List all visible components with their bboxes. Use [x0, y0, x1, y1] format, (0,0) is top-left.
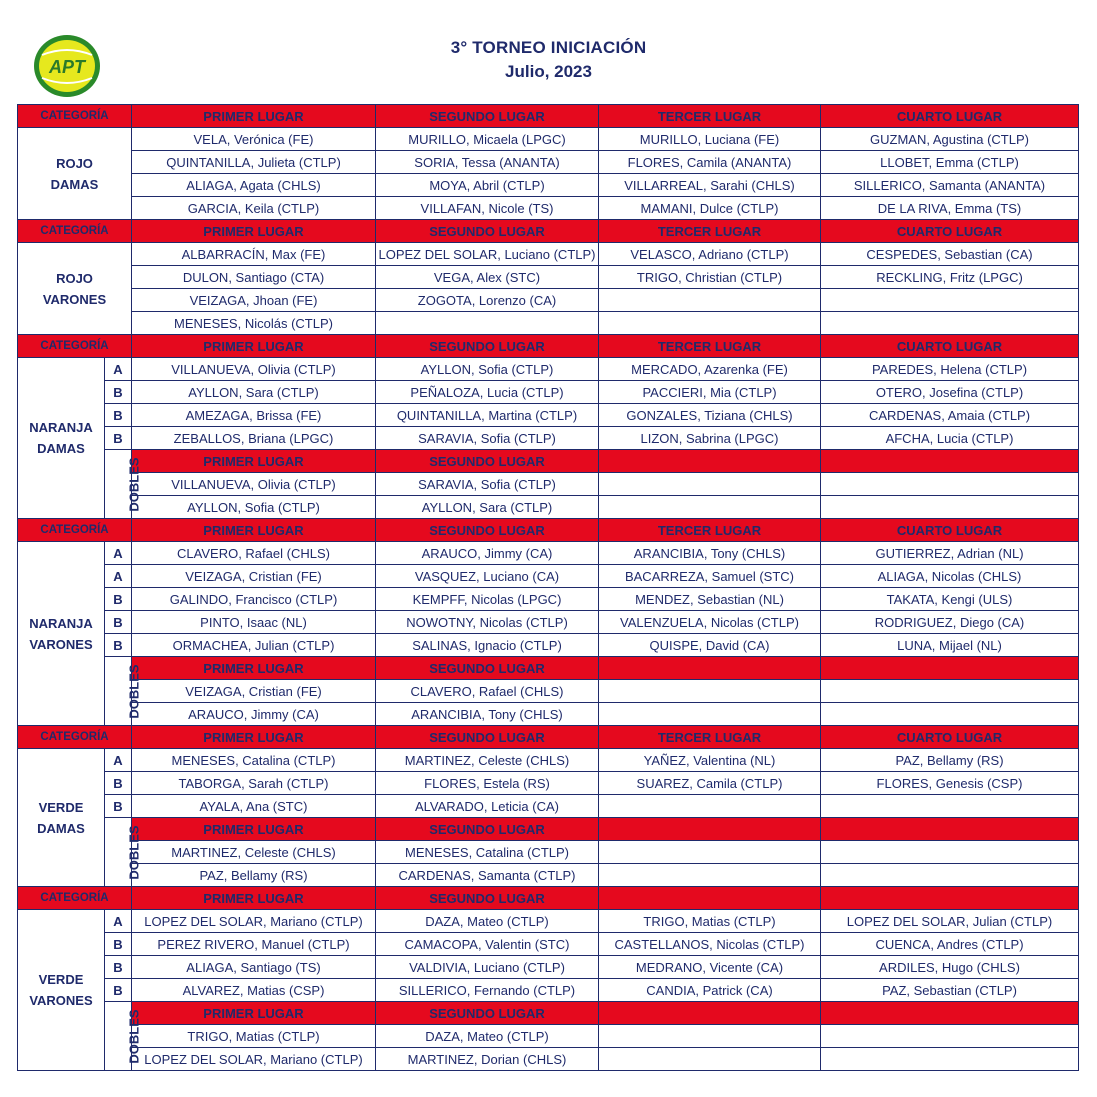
player-cell-p3: CASTELLANOS, Nicolas (CTLP) [599, 933, 821, 956]
empty-cell [599, 841, 821, 864]
dobles-label [105, 818, 142, 887]
player-cell-p4: GUZMAN, Agustina (CTLP) [821, 128, 1079, 151]
doubles-header-row [18, 450, 1079, 473]
logo-text: APT [49, 57, 85, 77]
empty-cell [821, 841, 1079, 864]
player-cell-p1: TABORGA, Sarah (CTLP) [132, 772, 376, 795]
segundo-lugar-header: SEGUNDO LUGAR [376, 450, 599, 473]
player-cell-p4: ALIAGA, Nicolas (CHLS) [821, 565, 1079, 588]
player-cell-p3: MENDEZ, Sebastian (NL) [599, 588, 821, 611]
level-cell: A [105, 749, 132, 772]
empty-cell [821, 496, 1079, 519]
empty-cell [599, 1025, 821, 1048]
empty-header [599, 1002, 821, 1025]
segundo-lugar-header: SEGUNDO LUGAR [376, 1002, 599, 1025]
player-cell-p2: MARTINEZ, Dorian (CHLS) [376, 1048, 599, 1071]
player-cell-p1: GARCIA, Keila (CTLP) [132, 197, 376, 220]
cuarto-lugar-header: CUARTO LUGAR [821, 105, 1079, 128]
player-cell-p2: ARANCIBIA, Tony (CHLS) [376, 703, 599, 726]
section-header-row [18, 220, 1079, 243]
player-cell-p2: FLORES, Estela (RS) [376, 772, 599, 795]
doubles-header-row [18, 657, 1079, 680]
player-cell-p1: ORMACHEA, Julian (CTLP) [132, 634, 376, 657]
primer-lugar-header: PRIMER LUGAR [132, 818, 376, 841]
empty-cell [821, 1048, 1079, 1071]
table-row [18, 381, 1079, 404]
player-cell-p2: KEMPFF, Nicolas (LPGC) [376, 588, 599, 611]
segundo-lugar-header: SEGUNDO LUGAR [376, 105, 599, 128]
empty-cell [821, 1025, 1079, 1048]
categoria-header: CATEGORÍA [18, 726, 132, 749]
segundo-lugar-header: SEGUNDO LUGAR [376, 657, 599, 680]
table-row [18, 266, 1079, 289]
player-cell-p4: PAREDES, Helena (CTLP) [821, 358, 1079, 381]
section-header-row [18, 105, 1079, 128]
player-cell-p4: ARDILES, Hugo (CHLS) [821, 956, 1079, 979]
player-cell-p3: VELASCO, Adriano (CTLP) [599, 243, 821, 266]
player-cell-p4: OTERO, Josefina (CTLP) [821, 381, 1079, 404]
dobles-label [105, 450, 142, 519]
primer-lugar-header: PRIMER LUGAR [132, 335, 376, 358]
segundo-lugar-header: SEGUNDO LUGAR [376, 519, 599, 542]
level-cell: B [105, 427, 132, 450]
level-cell: B [105, 588, 132, 611]
player-cell-p2: ARAUCO, Jimmy (CA) [376, 542, 599, 565]
player-cell-p3: BACARREZA, Samuel (STC) [599, 565, 821, 588]
page-subtitle: Julio, 2023 [505, 62, 592, 81]
dobles-text: DOBLES [126, 456, 142, 512]
empty-header [821, 887, 1079, 910]
empty-cell [599, 680, 821, 703]
player-cell-p2: MENESES, Catalina (CTLP) [376, 841, 599, 864]
categoria-header: CATEGORÍA [18, 335, 132, 358]
categoria-header: CATEGORÍA [18, 105, 132, 128]
player-cell-p3: PACCIERI, Mia (CTLP) [599, 381, 821, 404]
level-cell: B [105, 381, 132, 404]
player-cell-p4: SILLERICO, Samanta (ANANTA) [821, 174, 1079, 197]
player-cell-p1: AMEZAGA, Brissa (FE) [132, 404, 376, 427]
empty-cell [821, 680, 1079, 703]
player-cell-p3 [599, 312, 821, 335]
player-cell-p3 [599, 289, 821, 312]
player-cell-p1: PAZ, Bellamy (RS) [132, 864, 376, 887]
player-cell-p1: PEREZ RIVERO, Manuel (CTLP) [132, 933, 376, 956]
empty-header [599, 657, 821, 680]
player-cell-p2: LOPEZ DEL SOLAR, Luciano (CTLP) [376, 243, 599, 266]
player-cell-p1: VEIZAGA, Cristian (FE) [132, 565, 376, 588]
primer-lugar-header: PRIMER LUGAR [132, 105, 376, 128]
dobles-text: DOBLES [126, 824, 142, 880]
tercer-lugar-header: TERCER LUGAR [599, 335, 821, 358]
player-cell-p4: AFCHA, Lucia (CTLP) [821, 427, 1079, 450]
player-cell-p2: VEGA, Alex (STC) [376, 266, 599, 289]
segundo-lugar-header: SEGUNDO LUGAR [376, 887, 599, 910]
empty-header [821, 818, 1079, 841]
player-cell-p1: AYLLON, Sara (CTLP) [132, 381, 376, 404]
player-cell-p4: LLOBET, Emma (CTLP) [821, 151, 1079, 174]
category-name: ROJO DAMAS [18, 128, 132, 220]
player-cell-p3: CANDIA, Patrick (CA) [599, 979, 821, 1002]
table-row [18, 795, 1079, 818]
player-cell-p1: QUINTANILLA, Julieta (CTLP) [132, 151, 376, 174]
player-cell-p1: ALBARRACÍN, Max (FE) [132, 243, 376, 266]
table-row [18, 565, 1079, 588]
primer-lugar-header: PRIMER LUGAR [132, 1002, 376, 1025]
player-cell-p1: PINTO, Isaac (NL) [132, 611, 376, 634]
categoria-header: CATEGORÍA [18, 519, 132, 542]
player-cell-p3: SUAREZ, Camila (CTLP) [599, 772, 821, 795]
cuarto-lugar-header: CUARTO LUGAR [821, 335, 1079, 358]
player-cell-p1: VELA, Verónica (FE) [132, 128, 376, 151]
player-cell-p4: GUTIERREZ, Adrian (NL) [821, 542, 1079, 565]
player-cell-p1: MENESES, Nicolás (CTLP) [132, 312, 376, 335]
player-cell-p3: ARANCIBIA, Tony (CHLS) [599, 542, 821, 565]
table-row [18, 634, 1079, 657]
player-cell-p2: SALINAS, Ignacio (CTLP) [376, 634, 599, 657]
player-cell-p2: AYLLON, Sofia (CTLP) [376, 358, 599, 381]
category-name: VERDE DAMAS [18, 749, 105, 887]
level-cell: B [105, 634, 132, 657]
player-cell-p2: SARAVIA, Sofia (CTLP) [376, 473, 599, 496]
table-row [18, 197, 1079, 220]
table-row [18, 243, 1079, 266]
table-row [18, 174, 1079, 197]
primer-lugar-header: PRIMER LUGAR [132, 726, 376, 749]
level-cell: B [105, 979, 132, 1002]
table-row [18, 128, 1079, 151]
player-cell-p4: LUNA, Mijael (NL) [821, 634, 1079, 657]
empty-header [599, 818, 821, 841]
table-row [18, 910, 1079, 933]
player-cell-p2: NOWOTNY, Nicolas (CTLP) [376, 611, 599, 634]
table-row [18, 358, 1079, 381]
level-cell: B [105, 795, 132, 818]
player-cell-p2: VALDIVIA, Luciano (CTLP) [376, 956, 599, 979]
player-cell-p4: CESPEDES, Sebastian (CA) [821, 243, 1079, 266]
category-name: NARANJA DAMAS [18, 358, 105, 519]
segundo-lugar-header: SEGUNDO LUGAR [376, 726, 599, 749]
table-row [18, 496, 1079, 519]
player-cell-p4: PAZ, Sebastian (CTLP) [821, 979, 1079, 1002]
table-row [18, 289, 1079, 312]
player-cell-p2: SILLERICO, Fernando (CTLP) [376, 979, 599, 1002]
player-cell-p4: CARDENAS, Amaia (CTLP) [821, 404, 1079, 427]
player-cell-p4: TAKATA, Kengi (ULS) [821, 588, 1079, 611]
level-cell: B [105, 956, 132, 979]
player-cell-p3: VALENZUELA, Nicolas (CTLP) [599, 611, 821, 634]
dobles-label [105, 1002, 142, 1071]
player-cell-p3: QUISPE, David (CA) [599, 634, 821, 657]
player-cell-p1: ALIAGA, Agata (CHLS) [132, 174, 376, 197]
level-cell: B [105, 933, 132, 956]
level-cell: A [105, 565, 132, 588]
player-cell-p2: PEÑALOZA, Lucia (CTLP) [376, 381, 599, 404]
player-cell-p2: DAZA, Mateo (CTLP) [376, 1025, 599, 1048]
primer-lugar-header: PRIMER LUGAR [132, 657, 376, 680]
player-cell-p4: RECKLING, Fritz (LPGC) [821, 266, 1079, 289]
player-cell-p2: CAMACOPA, Valentin (STC) [376, 933, 599, 956]
table-row [18, 703, 1079, 726]
player-cell-p1: DULON, Santiago (CTA) [132, 266, 376, 289]
table-row [18, 427, 1079, 450]
dobles-text: DOBLES [126, 1008, 142, 1064]
table-row [18, 841, 1079, 864]
player-cell-p3: MURILLO, Luciana (FE) [599, 128, 821, 151]
player-cell-p3: MEDRANO, Vicente (CA) [599, 956, 821, 979]
player-cell-p1: ALIAGA, Santiago (TS) [132, 956, 376, 979]
table-row [18, 1048, 1079, 1071]
page-title: 3° TORNEO INICIACIÓN [450, 38, 647, 57]
player-cell-p2: VASQUEZ, Luciano (CA) [376, 565, 599, 588]
player-cell-p1: ALVAREZ, Matias (CSP) [132, 979, 376, 1002]
level-cell: A [105, 542, 132, 565]
player-cell-p3: TRIGO, Christian (CTLP) [599, 266, 821, 289]
player-cell-p2: ZOGOTA, Lorenzo (CA) [376, 289, 599, 312]
table-row [18, 611, 1079, 634]
category-name: VERDE VARONES [18, 910, 105, 1071]
section-header-row [18, 726, 1079, 749]
player-cell-p2: CLAVERO, Rafael (CHLS) [376, 680, 599, 703]
table-row [18, 1025, 1079, 1048]
table-row [18, 864, 1079, 887]
player-cell-p2: CARDENAS, Samanta (CTLP) [376, 864, 599, 887]
section-header-row [18, 519, 1079, 542]
player-cell-p2: MOYA, Abril (CTLP) [376, 174, 599, 197]
segundo-lugar-header: SEGUNDO LUGAR [376, 335, 599, 358]
table-row [18, 312, 1079, 335]
cuarto-lugar-header: CUARTO LUGAR [821, 220, 1079, 243]
player-cell-p1: VEIZAGA, Jhoan (FE) [132, 289, 376, 312]
level-cell: A [105, 910, 132, 933]
empty-header [821, 1002, 1079, 1025]
player-cell-p3: YAÑEZ, Valentina (NL) [599, 749, 821, 772]
player-cell-p1: CLAVERO, Rafael (CHLS) [132, 542, 376, 565]
empty-cell [599, 864, 821, 887]
empty-cell [599, 496, 821, 519]
player-cell-p2: MURILLO, Micaela (LPGC) [376, 128, 599, 151]
dobles-label [105, 657, 142, 726]
player-cell-p2: SARAVIA, Sofia (CTLP) [376, 427, 599, 450]
empty-cell [599, 1048, 821, 1071]
table-row [18, 933, 1079, 956]
player-cell-p2 [376, 312, 599, 335]
player-cell-p2: ALVARADO, Leticia (CA) [376, 795, 599, 818]
table-row [18, 542, 1079, 565]
table-row [18, 680, 1079, 703]
category-name: NARANJA VARONES [18, 542, 105, 726]
player-cell-p3: GONZALES, Tiziana (CHLS) [599, 404, 821, 427]
table-row [18, 473, 1079, 496]
player-cell-p4: CUENCA, Andres (CTLP) [821, 933, 1079, 956]
empty-cell [599, 703, 821, 726]
player-cell-p1: VILLANUEVA, Olivia (CTLP) [132, 358, 376, 381]
tercer-lugar-header: TERCER LUGAR [599, 726, 821, 749]
player-cell-p3: MAMANI, Dulce (CTLP) [599, 197, 821, 220]
player-cell-p4: LOPEZ DEL SOLAR, Julian (CTLP) [821, 910, 1079, 933]
player-cell-p2: MARTINEZ, Celeste (CHLS) [376, 749, 599, 772]
empty-cell [599, 473, 821, 496]
player-cell-p3: LIZON, Sabrina (LPGC) [599, 427, 821, 450]
primer-lugar-header: PRIMER LUGAR [132, 450, 376, 473]
results-table [17, 104, 1079, 1071]
level-cell: B [105, 772, 132, 795]
empty-header [821, 450, 1079, 473]
categoria-header: CATEGORÍA [18, 220, 132, 243]
player-cell-p4: PAZ, Bellamy (RS) [821, 749, 1079, 772]
player-cell-p2: DAZA, Mateo (CTLP) [376, 910, 599, 933]
category-name: ROJO VARONES [18, 243, 132, 335]
cuarto-lugar-header: CUARTO LUGAR [821, 726, 1079, 749]
table-row [18, 588, 1079, 611]
table-row [18, 956, 1079, 979]
player-cell-p1: ARAUCO, Jimmy (CA) [132, 703, 376, 726]
dobles-text: DOBLES [126, 663, 142, 719]
empty-header [599, 887, 821, 910]
player-cell-p2: QUINTANILLA, Martina (CTLP) [376, 404, 599, 427]
table-row [18, 772, 1079, 795]
empty-cell [821, 864, 1079, 887]
level-cell: B [105, 611, 132, 634]
table-row [18, 979, 1079, 1002]
player-cell-p1: VEIZAGA, Cristian (FE) [132, 680, 376, 703]
table-row [18, 749, 1079, 772]
player-cell-p1: LOPEZ DEL SOLAR, Mariano (CTLP) [132, 1048, 376, 1071]
player-cell-p2: SORIA, Tessa (ANANTA) [376, 151, 599, 174]
player-cell-p4: RODRIGUEZ, Diego (CA) [821, 611, 1079, 634]
cuarto-lugar-header: CUARTO LUGAR [821, 519, 1079, 542]
doubles-header-row [18, 1002, 1079, 1025]
primer-lugar-header: PRIMER LUGAR [132, 519, 376, 542]
player-cell-p1: AYLLON, Sofia (CTLP) [132, 496, 376, 519]
empty-header [821, 657, 1079, 680]
level-cell: A [105, 358, 132, 381]
segundo-lugar-header: SEGUNDO LUGAR [376, 818, 599, 841]
tercer-lugar-header: TERCER LUGAR [599, 220, 821, 243]
section-header-row [18, 335, 1079, 358]
player-cell-p1: TRIGO, Matias (CTLP) [132, 1025, 376, 1048]
player-cell-p2: VILLAFAN, Nicole (TS) [376, 197, 599, 220]
player-cell-p1: VILLANUEVA, Olivia (CTLP) [132, 473, 376, 496]
table-row [18, 151, 1079, 174]
player-cell-p4 [821, 795, 1079, 818]
empty-cell [821, 703, 1079, 726]
tercer-lugar-header: TERCER LUGAR [599, 105, 821, 128]
categoria-header: CATEGORÍA [18, 887, 132, 910]
primer-lugar-header: PRIMER LUGAR [132, 887, 376, 910]
player-cell-p1: AYALA, Ana (STC) [132, 795, 376, 818]
player-cell-p4 [821, 312, 1079, 335]
empty-cell [821, 473, 1079, 496]
tercer-lugar-header: TERCER LUGAR [599, 519, 821, 542]
primer-lugar-header: PRIMER LUGAR [132, 220, 376, 243]
level-cell: B [105, 404, 132, 427]
player-cell-p1: LOPEZ DEL SOLAR, Mariano (CTLP) [132, 910, 376, 933]
player-cell-p1: MARTINEZ, Celeste (CHLS) [132, 841, 376, 864]
player-cell-p1: GALINDO, Francisco (CTLP) [132, 588, 376, 611]
player-cell-p4: FLORES, Genesis (CSP) [821, 772, 1079, 795]
player-cell-p1: ZEBALLOS, Briana (LPGC) [132, 427, 376, 450]
player-cell-p1: MENESES, Catalina (CTLP) [132, 749, 376, 772]
section-header-row [18, 887, 1079, 910]
doubles-header-row [18, 818, 1079, 841]
player-cell-p3 [599, 795, 821, 818]
player-cell-p4: DE LA RIVA, Emma (TS) [821, 197, 1079, 220]
player-cell-p2: AYLLON, Sara (CTLP) [376, 496, 599, 519]
player-cell-p3: MERCADO, Azarenka (FE) [599, 358, 821, 381]
player-cell-p3: TRIGO, Matias (CTLP) [599, 910, 821, 933]
table-row [18, 404, 1079, 427]
player-cell-p4 [821, 289, 1079, 312]
player-cell-p3: FLORES, Camila (ANANTA) [599, 151, 821, 174]
empty-header [599, 450, 821, 473]
segundo-lugar-header: SEGUNDO LUGAR [376, 220, 599, 243]
player-cell-p3: VILLARREAL, Sarahi (CHLS) [599, 174, 821, 197]
